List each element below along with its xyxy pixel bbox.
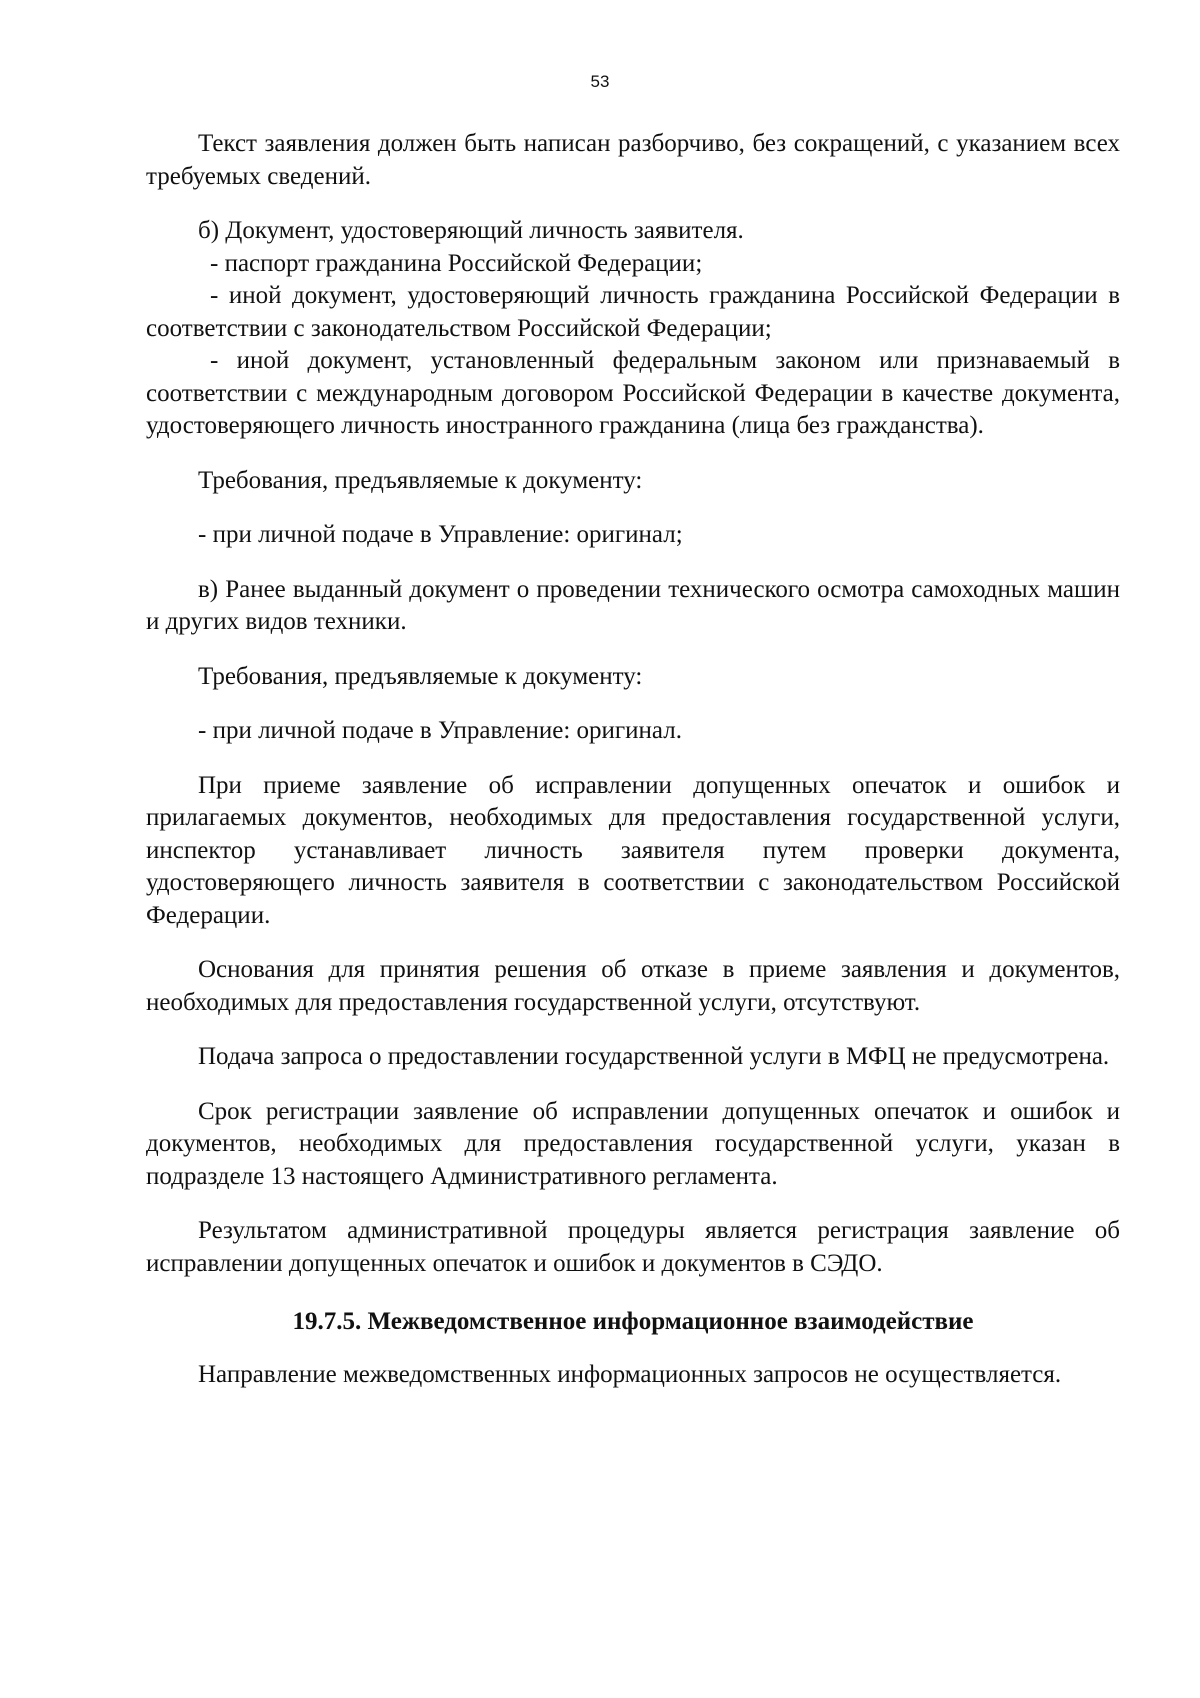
document-body [146, 128, 1120, 1391]
list-item-passport: - паспорт гражданина Российской Федерации; [210, 249, 703, 277]
paragraph-requirements-2: Требования, предъявляемые к документу: [198, 662, 643, 690]
paragraph-identity-document: б) Документ, удостоверяющий личность заявителя. [198, 217, 744, 244]
paragraph-statement-text: Текст заявления должен быть написан разборчиво, без сокращений, с указанием всех требуемых сведений. [146, 130, 1120, 190]
page-number: 53 [590, 72, 610, 91]
paragraph-original-2: - при личной подаче в Управление: оригинал. [198, 717, 682, 744]
list-item-other-document: - иной документ, удостоверяющий личность гражданина Российской Федерации в соответствии с законодательством Российской Федерации; [146, 282, 1120, 342]
paragraph-refusal-grounds: Основания для принятия решения об отказе в приеме заявления и документов, необходимых для предоставления государственной услуги, отсутствуют. [146, 956, 1120, 1016]
paragraph-reception: При приеме заявление об исправлении допущенных опечаток и ошибок и прилагаемых документов, необходимых для предоставления государственной услуги, инспектор устанавливает личность заявителя путем проверки документа, удостоверяющего личность заявителя в соответствии с законодательством Российской Федерации. [146, 771, 1120, 929]
list-item-foreign-document: - иной документ, установленный федеральным законом или признаваемый в соответствии с международным договором Российской Федерации в качестве документа, удостоверяющего личность иностранного гражданина (лица без гражданства). [146, 347, 1120, 439]
paragraph-result: Результатом административной процедуры является регистрация заявление об исправлении допущенных опечаток и ошибок и документов в СЭДО. [146, 1217, 1120, 1277]
paragraph-inspection-document: в) Ранее выданный документ о проведении технического осмотра самоходных машин и других видов техники. [146, 575, 1120, 635]
paragraph-requirements-1: Требования, предъявляемые к документу: [198, 466, 643, 494]
paragraph-original-1: - при личной подаче в Управление: оригинал; [198, 521, 683, 548]
paragraph-registration-term: Срок регистрации заявление об исправлении допущенных опечаток и ошибок и документов, необходимых для предоставления государственной услуги, указан в подразделе 13 настоящего Административного регламента. [146, 1097, 1120, 1190]
section-heading: 19.7.5. Межведомственное информационное взаимодействие [292, 1308, 974, 1335]
paragraph-mfc: Подача запроса о предоставлении государственной услуги в МФЦ не предусмотрена. [198, 1043, 1110, 1070]
paragraph-interagency: Направление межведомственных информационных запросов не осуществляется. [198, 1360, 1062, 1388]
